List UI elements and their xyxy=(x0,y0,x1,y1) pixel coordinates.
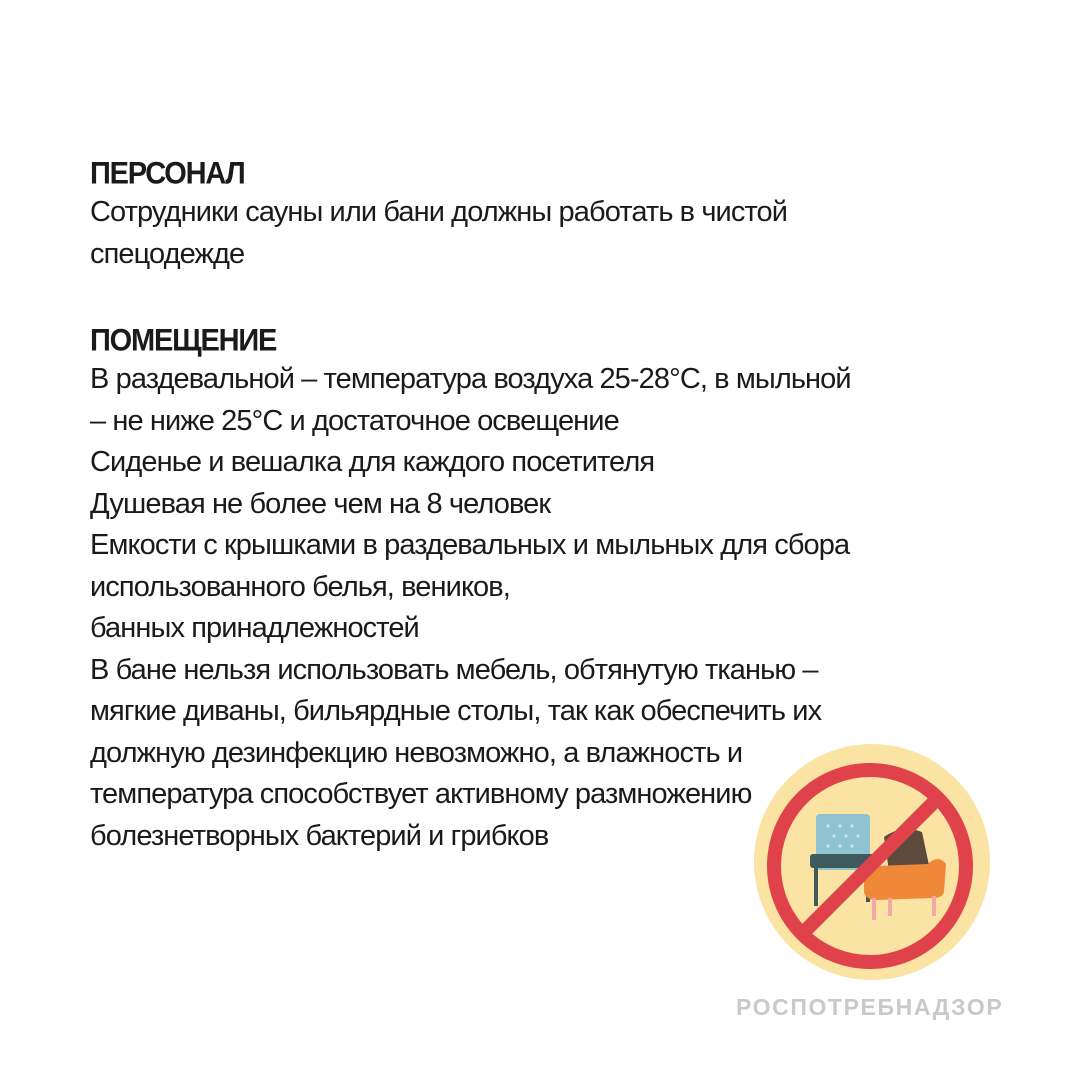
body-line: – не ниже 25°C и достаточное освещение xyxy=(90,404,619,437)
section-body xyxy=(90,192,890,275)
body-line: должную дезинфекцию невозможно, а влажность и xyxy=(90,736,743,769)
rospotrebnadzor-logo: РОСПОТРЕБНАДЗОР xyxy=(736,994,1004,1020)
section-title: ПОМЕЩЕНИЕ xyxy=(90,323,277,358)
body-line: банных принадлежностей xyxy=(90,612,419,644)
no-upholstered-furniture-icon xyxy=(752,742,992,982)
body-line: болезнетворных бактерий и грибков xyxy=(90,819,549,852)
body-line: мягкие диваны, бильярдные столы, так как обеспечить их xyxy=(90,695,822,727)
section-spacer xyxy=(90,275,890,319)
section-title: ПЕРСОНАЛ xyxy=(90,156,245,191)
body-line: температура способствует активному размножению xyxy=(90,778,752,810)
body-line: Сиденье и вешалка для каждого посетителя xyxy=(90,446,655,478)
body-line: Сотрудники сауны или бани должны работать в чистой xyxy=(90,196,788,228)
section-personnel xyxy=(90,152,890,275)
body-line: Душевая не более чем на 8 человек xyxy=(90,487,551,520)
body-line: В раздевальной – температура воздуха 25-28°C, в мыльной xyxy=(90,363,851,395)
body-line: В бане нельзя использовать мебель, обтянутую тканью – xyxy=(90,653,818,686)
body-line: использованного белья, веников, xyxy=(90,570,510,603)
body-line: Емкости с крышками в раздевальных и мыльных для сбора xyxy=(90,529,850,561)
body-line: спецодежде xyxy=(90,237,245,270)
